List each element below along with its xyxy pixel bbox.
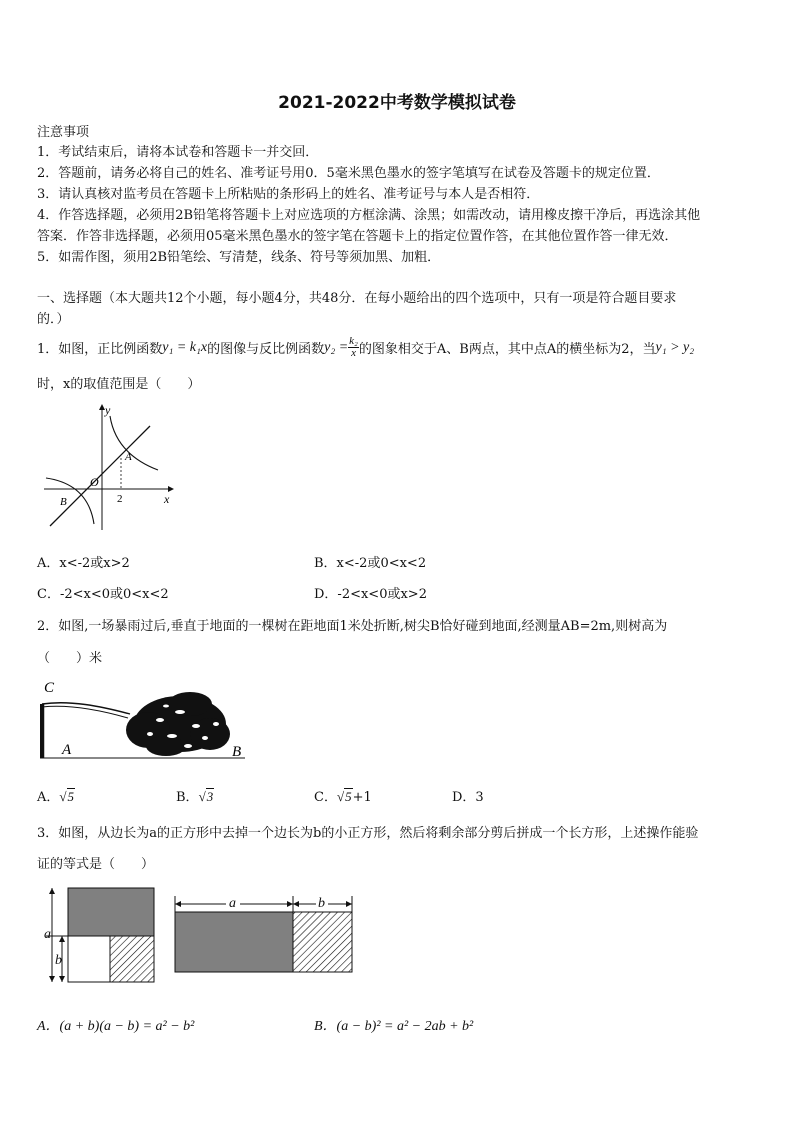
notice-item: 1．考试结束后，请将本试卷和答题卡一并交回． bbox=[37, 145, 319, 160]
q1-stem-cont: 时，x的取值范围是（ ） bbox=[37, 377, 201, 392]
q3-option-b[interactable] bbox=[314, 1015, 473, 1035]
q1-option-b[interactable]: B．x<-2或0<x<2 bbox=[314, 556, 427, 571]
radicand: 5 bbox=[345, 789, 352, 804]
point-b-label: B bbox=[232, 744, 242, 760]
option-label: B． bbox=[176, 790, 199, 805]
notice-heading: 注意事项 bbox=[37, 125, 90, 140]
rectangle-b-part bbox=[293, 912, 352, 972]
q1-fraction-numerator: k₂ bbox=[349, 335, 358, 347]
q3-option-a[interactable] bbox=[37, 1015, 194, 1035]
page-title: 2021-2022中考数学模拟试卷 bbox=[278, 93, 516, 113]
q1-option-d[interactable]: D．-2<x<0或x>2 bbox=[314, 587, 427, 602]
notice-item: 答案．作答非选择题，必须用05毫米黑色墨水的签字笔在答题卡上的指定位置作答，在其他位置作答一律无效． bbox=[37, 229, 678, 244]
q3-square-figure bbox=[40, 884, 360, 986]
broken-trunk-edge bbox=[42, 706, 128, 718]
q1-fraction-denominator: x bbox=[351, 347, 356, 359]
proportional-line bbox=[50, 426, 150, 526]
notice-item: 2．答题前，请务必将自己的姓名、准考证号用0．5毫米黑色墨水的签字笔填写在试卷及答题卡的规定位置． bbox=[37, 166, 660, 181]
remaining-hatched-region bbox=[110, 936, 154, 982]
notice-item: 5．如需作图，须用2B铅笔绘、写清楚，线条、符号等须加黑、加粗． bbox=[37, 250, 441, 265]
q1-text: 1．如图，正比例函数 bbox=[37, 342, 163, 357]
dim-a-label: a bbox=[44, 927, 51, 942]
sqrt-expression: √5 bbox=[59, 789, 75, 804]
q1-text: 的图像与反比例函数 bbox=[207, 342, 325, 357]
option-formula: B．(a − b)² = a² − 2ab + b² bbox=[314, 1019, 474, 1034]
hyperbola-branch-q1 bbox=[110, 416, 158, 470]
q3-stem-cont: 证的等式是（ ） bbox=[37, 857, 155, 872]
q2-option-b[interactable] bbox=[176, 786, 214, 805]
y-axis-label: y bbox=[105, 403, 111, 417]
q1-condition: y₁ > y₂ bbox=[655, 339, 695, 355]
radicand: 5 bbox=[67, 789, 75, 804]
x-axis-label: x bbox=[164, 492, 170, 506]
dim-b-label: b bbox=[55, 953, 62, 968]
point-a-label: A bbox=[125, 451, 132, 463]
option-label: C． bbox=[314, 790, 337, 805]
sqrt-expression: √3 bbox=[198, 789, 214, 804]
q1-formula-y1: y₁ = k₁x bbox=[162, 339, 208, 355]
q2-option-a[interactable] bbox=[37, 786, 75, 805]
q2-option-d[interactable]: D．3 bbox=[452, 790, 484, 805]
radicand: 3 bbox=[206, 789, 214, 804]
q1-option-c[interactable]: C．-2<x<0或0<x<2 bbox=[37, 587, 169, 602]
q1-fraction bbox=[348, 336, 359, 359]
hyperbola-branch-q3 bbox=[46, 478, 94, 524]
remaining-top-region bbox=[68, 888, 154, 936]
rect-dim-a-label: a bbox=[229, 896, 236, 911]
q1-text: 的图象相交于A、B两点，其中点A的横坐标为2，当 bbox=[358, 342, 656, 357]
tick-2-label: 2 bbox=[117, 493, 123, 505]
option-label: A． bbox=[37, 790, 60, 805]
section-heading-cont: 的．） bbox=[37, 312, 70, 327]
q2-stem-cont: （ ）米 bbox=[37, 651, 103, 666]
question-1-stem bbox=[37, 336, 694, 359]
point-a-label: A bbox=[62, 742, 72, 758]
point-b-label: B bbox=[60, 496, 67, 508]
q1-option-a[interactable]: A．x<-2或x>2 bbox=[37, 556, 130, 571]
rect-dim-b-label: b bbox=[318, 896, 325, 911]
rectangle-a-part bbox=[175, 912, 293, 972]
q1-formula-y2: y₂ = bbox=[324, 339, 349, 355]
notice-item: 3．请认真核对监考员在答题卡上所粘贴的条形码上的姓名、准考证号与本人是否相符． bbox=[37, 187, 540, 202]
option-formula: A．(a + b)(a − b) = a² − b² bbox=[37, 1019, 195, 1034]
option-tail: +1 bbox=[352, 790, 372, 805]
sqrt-expression: √5 bbox=[336, 789, 352, 804]
origin-label: O bbox=[90, 475, 99, 489]
question-3-stem: 3．如图，从边长为a的正方形中去掉一个边长为b的小正方形，然后将剩余部分剪后拼成一个长方形，上述操作能验 bbox=[37, 826, 699, 841]
point-c-label: C bbox=[44, 680, 55, 696]
removed-square bbox=[68, 936, 110, 982]
q2-tree-figure bbox=[40, 676, 260, 768]
question-2-stem: 2．如图,一场暴雨过后,垂直于地面的一棵树在距地面1米处折断,树尖B恰好碰到地面,经测量AB=2m,则树高为 bbox=[37, 619, 668, 634]
section-heading: 一、选择题（本大题共12个小题，每小题4分，共48分．在每小题给出的四个选项中，只有一项是符合题目要求 bbox=[37, 291, 677, 306]
q2-option-c[interactable] bbox=[314, 786, 372, 805]
q1-graph bbox=[40, 402, 180, 532]
notice-item: 4．作答选择题，必须用2B铅笔将答题卡上对应选项的方框涂满、涂黑；如需改动，请用橡皮擦干净后，再选涂其他 bbox=[37, 208, 701, 223]
